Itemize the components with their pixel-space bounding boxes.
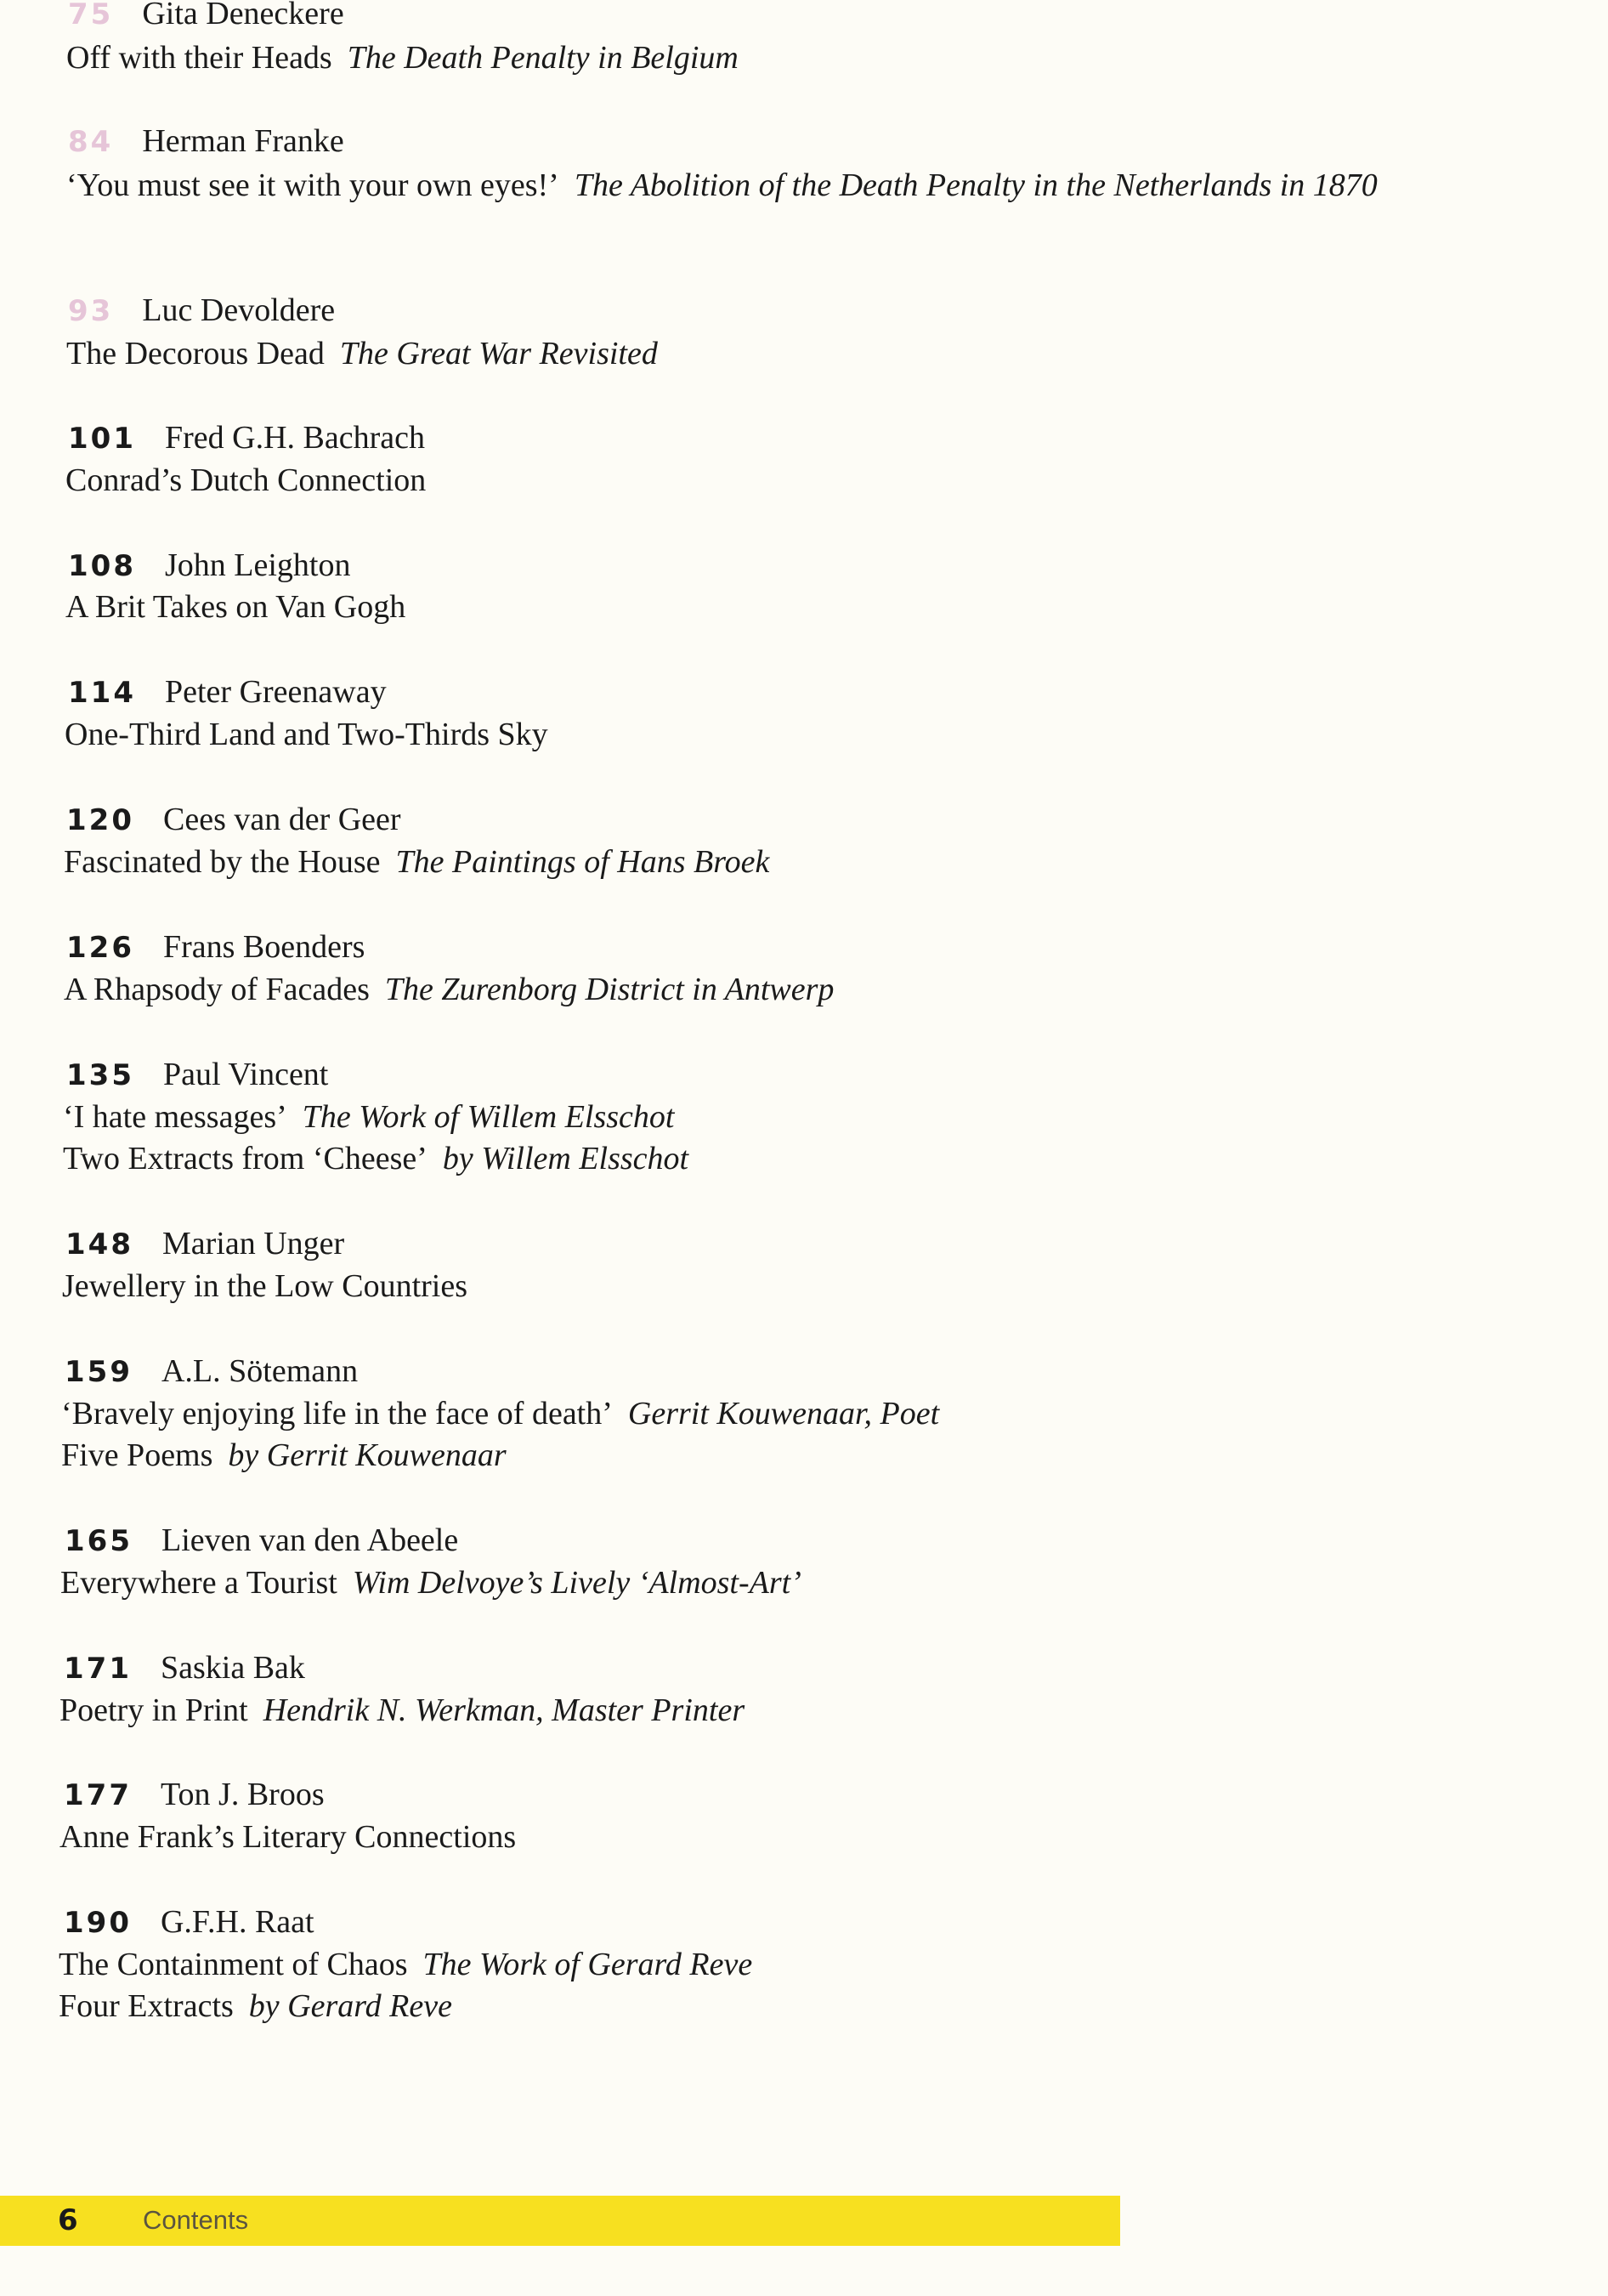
article-title [64,971,834,1008]
entry-heading [65,1522,458,1560]
page-number: 120 [66,803,134,837]
article-title [62,1267,467,1305]
title-main: ‘Bravely enjoying life in the face of death’ [61,1396,613,1431]
article-title [59,1987,452,2025]
article-title [65,716,548,753]
title-subtitle: Gerrit Kouwenaar, Poet [627,1396,940,1431]
title-subtitle: by Gerrit Kouwenaar [228,1437,507,1473]
title-subtitle: The Zurenborg District in Antwerp [384,972,835,1007]
author-name: A.L. Sötemann [161,1353,359,1389]
title-subtitle: The Work of Gerard Reve [422,1947,753,1982]
title-subtitle: The Paintings of Hans Broek [395,844,770,880]
page-number: 114 [68,676,136,710]
page-number: 148 [65,1227,133,1261]
page-number: 84 [68,125,114,159]
article-title [59,1818,516,1856]
article-title [65,588,405,626]
entry-heading [64,1776,325,1814]
article-title [61,1437,507,1474]
article-title [61,1395,939,1432]
page-number: 108 [68,549,136,583]
entry-heading [65,1352,358,1391]
author-name: Frans Boenders [162,929,365,965]
entry-heading [68,547,350,585]
title-main: A Rhapsody of Facades [64,972,370,1007]
page-number: 126 [66,931,134,965]
article-title [66,39,739,77]
title-main: Anne Frank’s Literary Connections [59,1819,517,1855]
author-name: Saskia Bak [160,1650,305,1686]
title-main: Fascinated by the House [64,844,381,880]
article-title [60,1564,801,1602]
author-name: Paul Vincent [162,1057,329,1092]
page-number: 171 [64,1652,132,1686]
entry-heading [68,122,344,161]
article-title [59,1946,752,1983]
title-main: Conrad’s Dutch Connection [65,462,427,498]
title-subtitle: by Willem Elsschot [442,1141,689,1176]
article-title [64,843,769,881]
title-main: One-Third Land and Two-Thirds Sky [65,717,548,752]
page-number: 165 [65,1524,133,1558]
page-number: 159 [65,1355,133,1389]
title-subtitle: Wim Delvoye’s Lively ‘Almost-Art’ [352,1565,801,1601]
title-main: Poetry in Print [59,1692,248,1728]
page-number: 135 [66,1058,134,1092]
author-name: Herman Franke [142,123,344,159]
title-main: ‘You must see it with your own eyes!’ [66,167,559,203]
entry-heading [68,673,387,711]
title-subtitle: by Gerard Reve [248,1988,452,2024]
page-number: 75 [68,0,114,31]
title-main: A Brit Takes on Van Gogh [65,589,406,625]
author-name: Luc Devoldere [142,292,336,328]
article-title [63,1098,674,1136]
entry-heading [68,0,344,33]
author-name: G.F.H. Raat [160,1904,314,1940]
article-title [63,1140,688,1177]
title-subtitle: The Death Penalty in Belgium [347,40,739,76]
footer-section-label: Contents [143,2205,249,2235]
author-name: Ton J. Broos [160,1777,325,1812]
author-name: Cees van der Geer [162,802,401,837]
page-number: 190 [64,1906,132,1940]
author-name: Gita Deneckere [142,0,344,31]
title-subtitle: The Work of Willem Elsschot [302,1099,675,1135]
article-title [65,462,426,499]
entry-heading [68,292,335,330]
entry-heading [66,801,401,839]
title-main: Jewellery in the Low Countries [62,1268,468,1304]
title-main: Five Poems [61,1437,213,1473]
entry-heading [65,1225,344,1263]
title-main: The Containment of Chaos [59,1947,408,1982]
title-subtitle: The Great War Revisited [339,336,658,371]
page-number: 93 [68,294,114,328]
author-name: Peter Greenaway [164,674,387,710]
entry-heading [64,1903,314,1942]
article-title [66,335,658,372]
title-main: The Decorous Dead [66,336,325,371]
author-name: Fred G.H. Bachrach [164,420,425,456]
article-title [59,1692,745,1729]
author-name: Lieven van den Abeele [161,1522,459,1558]
author-name: Marian Unger [161,1226,345,1261]
entry-heading [66,928,365,967]
entry-heading [64,1649,305,1687]
title-main: Two Extracts from ‘Cheese’ [63,1141,427,1176]
title-main: Everywhere a Tourist [60,1565,337,1601]
entry-heading [68,419,425,457]
entry-heading [66,1056,328,1094]
title-main: Four Extracts [59,1988,234,2024]
title-main: ‘I hate messages’ [63,1099,287,1135]
author-name: John Leighton [164,547,351,583]
title-subtitle: Hendrik N. Werkman, Master Printer [263,1692,745,1728]
page-number: 177 [64,1778,132,1812]
title-main: Off with their Heads [66,40,332,76]
title-subtitle: The Abolition of the Death Penalty in the Netherlands in 1870 [574,167,1378,203]
article-title [66,167,1401,204]
footer-page-number: 6 [58,2203,78,2237]
page-number: 101 [68,422,136,456]
